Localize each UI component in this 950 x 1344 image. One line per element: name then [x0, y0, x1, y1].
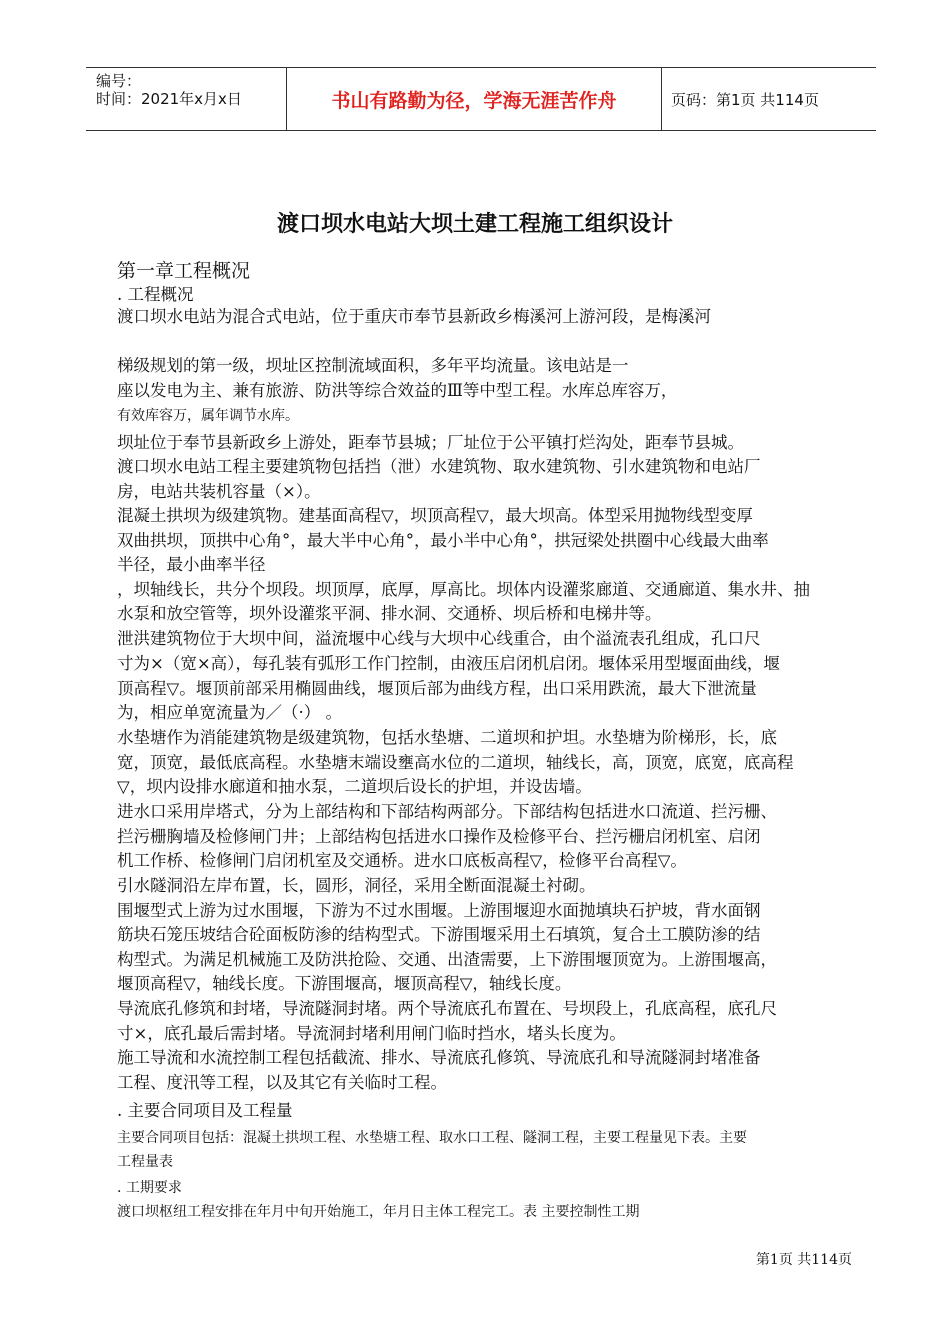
paragraph-line: 渡口坝水电站工程主要建筑物包括挡（泄）水建筑物、取水建筑物、引水建筑物和电站厂: [117, 457, 761, 476]
document-number-label: 编号：: [96, 72, 142, 90]
paragraph-line: ，坝轴线长，共分个坝段。坝顶厚，底厚，厚高比。坝体内设灌浆廊道、交通廊道、集水井、抽: [117, 580, 810, 599]
chapter-heading: 第一章工程概况: [117, 260, 251, 282]
paragraph-line: 渡口坝枢纽工程安排在年月中旬开始施工，年月日主体工程完工。表 主要控制性工期: [117, 1204, 640, 1220]
paragraph-line: 寸×，底孔最后需封堵。导流洞封堵利用闸门临时挡水，堵头长度为。: [117, 1024, 626, 1043]
paragraph-line: 主要合同项目包括：混凝土拱坝工程、水垫塘工程、取水口工程、隧洞工程，主要工程量见下表。主要: [117, 1130, 747, 1146]
paragraph-line: 有效库容万，属年调节水库。: [117, 408, 299, 424]
paragraph-line: 导流底孔修筑和封堵，导流隧洞封堵。两个导流底孔布置在、号坝段上，孔底高程，底孔尺: [117, 999, 777, 1018]
paragraph-line: 混凝土拱坝为级建筑物。建基面高程▽，坝顶高程▽，最大坝高。体型采用抛物线型变厚: [117, 506, 753, 525]
document-title: 渡口坝水电站大坝土建工程施工组织设计: [276, 212, 673, 237]
section-heading: . 工程概况: [117, 285, 194, 304]
paragraph-line: 筋块石笼压坡结合砼面板防渗的结构型式。下游围堰采用土石填筑，复合土工膜防渗的结: [117, 925, 761, 944]
paragraph-line: 水泵和放空管等，坝外设灌浆平洞、排水洞、交通桥、坝后桥和电梯井等。: [117, 604, 662, 623]
header-motto: 书山有路勤为径，学海无涯苦作舟: [286, 68, 662, 130]
page-footer: 第1页 共114页: [755, 1252, 852, 1268]
paragraph-line: 堰顶高程▽，轴线长度。下游围堰高，堰顶高程▽，轴线长度。: [117, 974, 572, 993]
paragraph-line: 工程量表: [117, 1154, 173, 1170]
paragraph-line: 梯级规划的第一级，坝址区控制流域面积，多年平均流量。该电站是一: [117, 356, 629, 375]
paragraph-line: 寸为×（宽×高），每孔装有弧形工作门控制，由液压启闭机启闭。堰体采用型堰面曲线，堰: [117, 654, 780, 673]
paragraph-line: 引水隧洞沿左岸布置，长，圆形，洞径，采用全断面混凝土衬砌。: [117, 876, 596, 895]
paragraph-line: 半径，最小曲率半径: [117, 555, 266, 574]
paragraph-line: 工程、度汛等工程，以及其它有关临时工程。: [117, 1073, 447, 1092]
paragraph-line: 顶高程▽。堰顶前部采用椭圆曲线，堰顶后部为曲线方程，出口采用跌流，最大下泄流量: [117, 679, 757, 698]
section-heading: . 工期要求: [117, 1180, 182, 1196]
document-date-label: 时间：2021年x月x日: [96, 90, 242, 108]
page-header: [86, 67, 876, 131]
paragraph-line: 围堰型式上游为过水围堰，下游为不过水围堰。上游围堰迎水面抛填块石护坡，背水面钢: [117, 901, 761, 920]
paragraph-line: 进水口采用岸塔式，分为上部结构和下部结构两部分。下部结构包括进水口流道、拦污栅、: [117, 802, 777, 821]
paragraph-line: 拦污栅胸墙及检修闸门井；上部结构包括进水口操作及检修平台、拦污栅启闭机室、启闭: [117, 827, 761, 846]
section-heading: . 主要合同项目及工程量: [117, 1101, 293, 1120]
paragraph-line: 泄洪建筑物位于大坝中间，溢流堰中心线与大坝中心线重合，由个溢流表孔组成，孔口尺: [117, 629, 761, 648]
header-page-number: 页码：第1页 共114页: [671, 90, 819, 109]
paragraph-line: 宽，顶宽，最低底高程。水垫塘末端设壅高水位的二道坝，轴线长，高，顶宽，底宽，底高程: [117, 753, 794, 772]
header-meta: [86, 68, 286, 130]
paragraph-line: 施工导流和水流控制工程包括截流、排水、导流底孔修筑、导流底孔和导流隧洞封堵准备: [117, 1048, 761, 1067]
paragraph-line: 座以发电为主、兼有旅游、防洪等综合效益的Ⅲ等中型工程。水库总库容万，: [117, 381, 678, 400]
paragraph-line: 双曲拱坝，顶拱中心角°，最大半中心角°，最小半中心角°，拱冠梁处拱圈中心线最大曲率: [117, 531, 769, 550]
paragraph-line: 房，电站共装机容量（×）。: [117, 482, 321, 501]
paragraph-line: ▽，坝内设排水廊道和抽水泵，二道坝后设长的护坦，并设齿墙。: [117, 777, 592, 796]
paragraph-line: 为，相应单宽流量为／（·） 。: [117, 703, 342, 722]
paragraph-line: 构型式。为满足机械施工及防洪抢险、交通、出渣需要，上下游围堰顶宽为。上游围堰高，: [117, 950, 777, 969]
paragraph-line: 渡口坝水电站为混合式电站，位于重庆市奉节县新政乡梅溪河上游河段，是梅溪河: [117, 307, 711, 326]
paragraph-line: 坝址位于奉节县新政乡上游处，距奉节县城；厂址位于公平镇打烂沟处，距奉节县城。: [117, 433, 744, 452]
paragraph-line: 水垫塘作为消能建筑物是级建筑物，包括水垫塘、二道坝和护坦。水垫塘为阶梯形，长，底: [117, 728, 777, 747]
paragraph-line: 机工作桥、检修闸门启闭机室及交通桥。进水口底板高程▽，检修平台高程▽。: [117, 851, 687, 870]
